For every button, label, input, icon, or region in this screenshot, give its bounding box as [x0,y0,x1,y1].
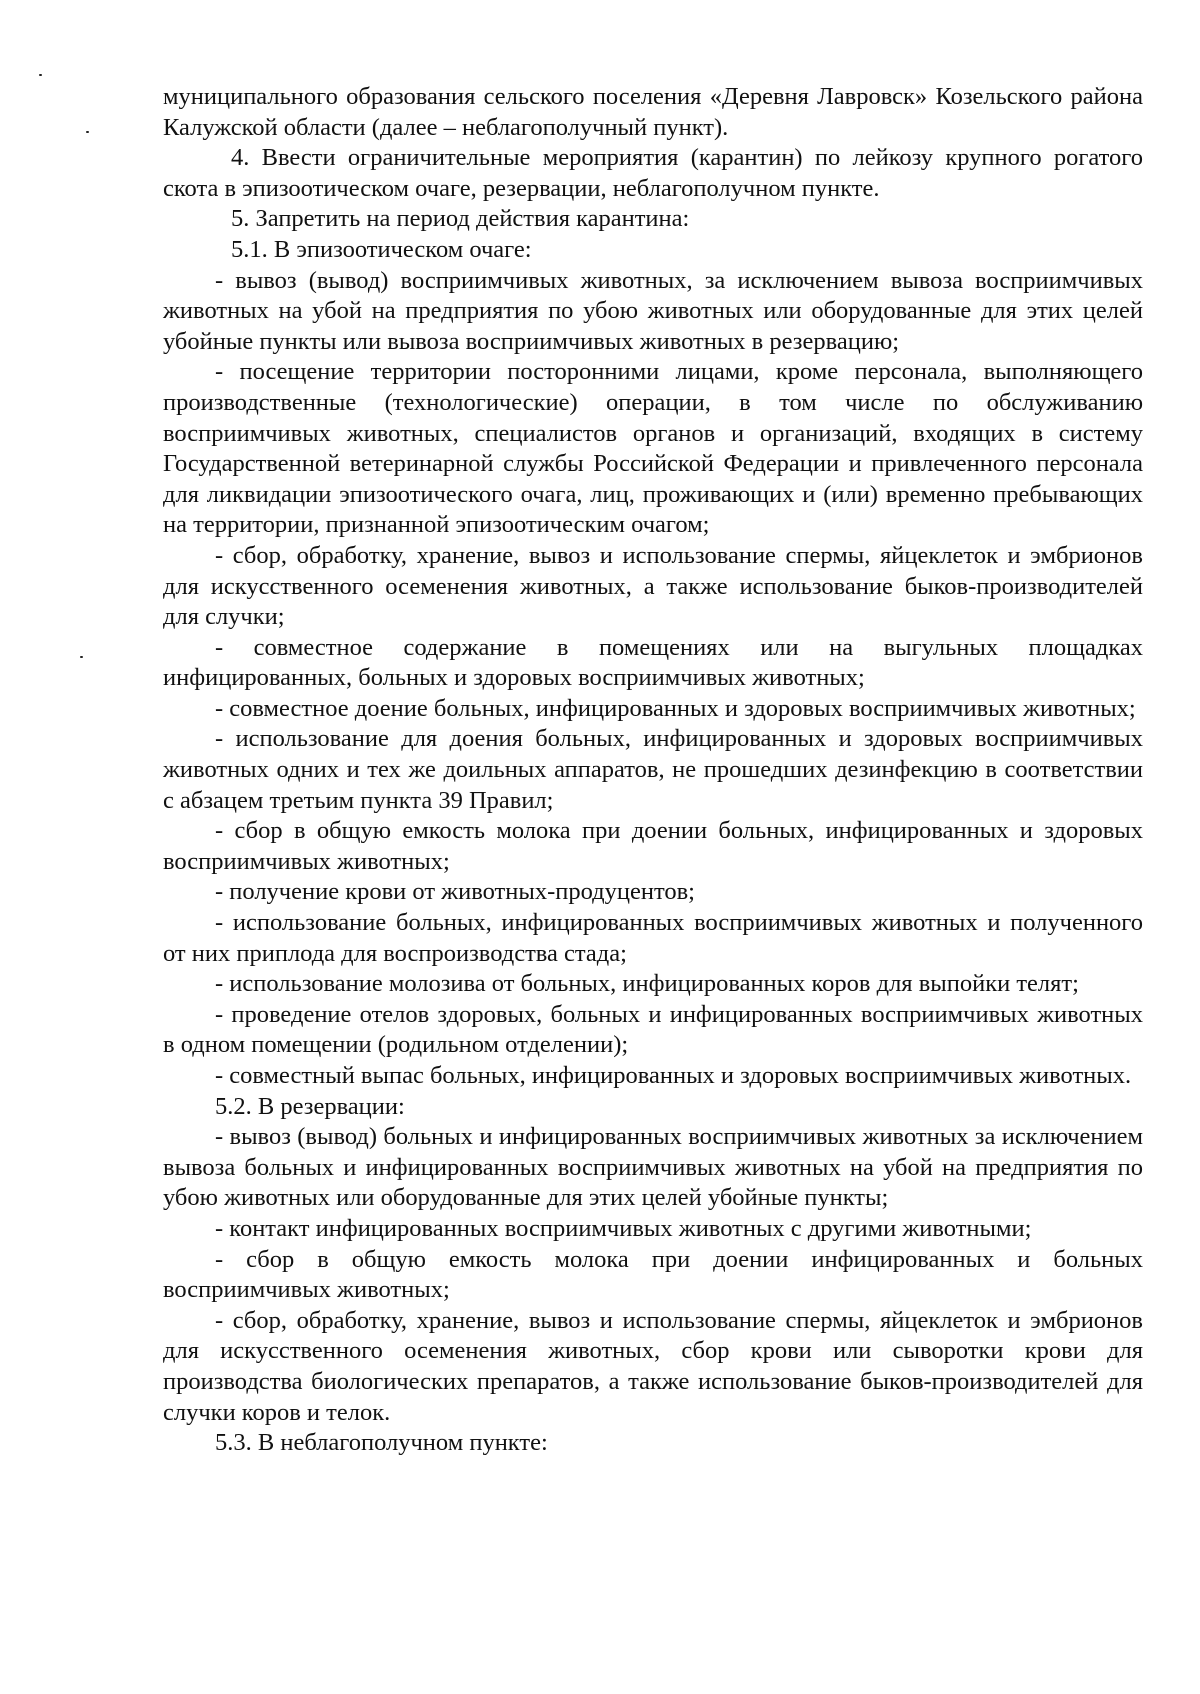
paragraph-item-5: 5. Запретить на период действия карантина: [231,205,690,233]
list-item: - вывоз (вывод) восприимчивых животных, за исключением вывоза восприимчивых животных на убой на предприятия по убою животных или оборудованные для этих целей убойные пункты или вывоза восприимчивых животных в резервацию; [163,266,1143,355]
subheading-5-1: 5.1. В эпизоотическом очаге: [231,235,532,263]
list-item: - сбор, обработку, хранение, вывоз и использование спермы, яйцеклеток и эмбрионов для искусственного осеменения животных, сбор крови или сыворотки крови для производства биологических препаратов, а также использование быков-производителей для случки коров и телок. [163,1306,1143,1426]
paragraph-item-4: 4. Ввести ограничительные мероприятия (карантин) по лейкозу крупного рогатого скота в эпизоотическом очаге, резервации, неблагополучном пункте. [163,144,1143,202]
list-item: - сбор, обработку, хранение, вывоз и использование спермы, яйцеклеток и эмбрионов для искусственного осеменения животных, а также использование быков-производителей для случки; [163,541,1143,631]
document-body [163,82,1143,1459]
list-item: - совместное доение больных, инфицированных и здоровых восприимчивых животных; [215,694,1136,722]
subheading-5-3: 5.3. В неблагополучном пункте: [215,1429,548,1457]
list-item: - вывоз (вывод) больных и инфицированных восприимчивых животных за исключением вывоза больных и инфицированных восприимчивых животных на убой на предприятия по убою животных или оборудованные для этих целей убойные пункты; [163,1123,1143,1212]
list-item: - сбор в общую емкость молока при доении больных, инфицированных и здоровых восприимчивых животных; [163,817,1143,875]
list-item: - посещение территории посторонними лицами, кроме персонала, выполняющего производственные (технологические) операции, в том числе по обслуживанию восприимчивых животных, специалистов органов и организаций, входящих в систему Государственной ветеринарной службы Российской Федерации и привлеченного персонала для ликвидации эпизоотического очага, лиц, проживающих и (или) временно пребывающих на территории, признанной эпизоотическим очагом; [163,358,1143,539]
list-item: - получение крови от животных-продуцентов; [215,878,695,906]
scan-speck [39,74,42,76]
list-item: - использование больных, инфицированных восприимчивых животных и полученного от них приплода для воспроизводства стада; [163,909,1143,967]
list-item: - совместный выпас больных, инфицированных и здоровых восприимчивых животных. [215,1062,1132,1089]
scan-speck [80,656,83,658]
paragraph-continuation: муниципального образования сельского поселения «Деревня Лавровск» Козельского района Калужской области (далее – неблагополучный пункт). [163,83,1143,141]
list-item: - использование для доения больных, инфицированных и здоровых восприимчивых животных одних и тех же доильных аппаратов, не прошедших дезинфекцию в соответствии с абзацем третьим пункта 39 Правил; [163,725,1143,814]
list-item: - сбор в общую емкость молока при доении инфицированных и больных восприимчивых животных; [163,1245,1143,1304]
subheading-5-2: 5.2. В резервации: [215,1092,405,1120]
list-item: - использование молозива от больных, инфицированных коров для выпойки телят; [215,970,1079,998]
list-item: - контакт инфицированных восприимчивых животных с другими животными; [215,1214,1032,1242]
list-item: - совместное содержание в помещениях или на выгульных площадках инфицированных, больных и здоровых восприимчивых животных; [163,633,1143,692]
list-item: - проведение отелов здоровых, больных и инфицированных восприимчивых животных в одном помещении (родильном отделении); [163,1000,1143,1059]
scan-speck [86,131,89,133]
